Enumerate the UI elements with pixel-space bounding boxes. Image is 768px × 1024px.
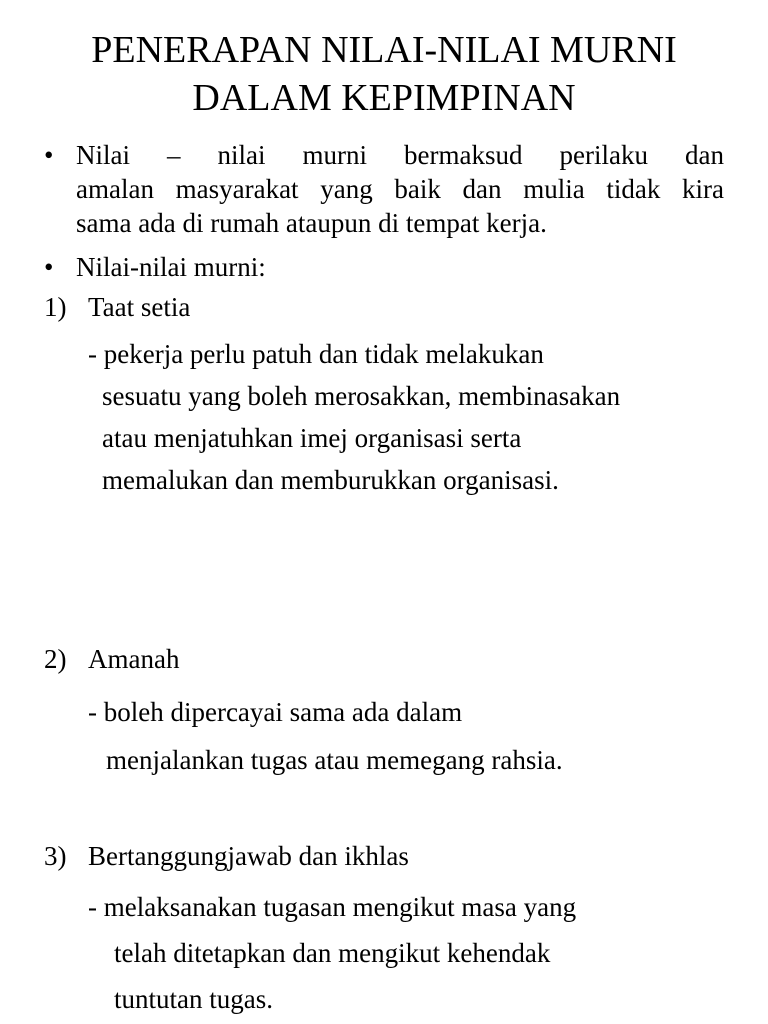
- description-line: memalukan dan memburukkan organisasi.: [102, 465, 559, 495]
- description-line: - melaksanakan tugasan mengikut masa yang: [88, 892, 577, 922]
- description-line: sesuatu yang boleh merosakkan, membinasakan: [102, 381, 621, 411]
- description-line: telah ditetapkan dan mengikut kehendak: [114, 938, 551, 968]
- bullet-dot-icon: •: [44, 140, 54, 170]
- value-number: 2): [44, 644, 67, 674]
- value-number: 1): [44, 292, 67, 322]
- description-line: atau menjatuhkan imej organisasi serta: [102, 423, 522, 453]
- slide-title-line-2: DALAM KEPIMPINAN: [192, 77, 576, 119]
- description-line: - pekerja perlu patuh dan tidak melakukan: [88, 339, 544, 369]
- bullet-definition: [44, 138, 724, 240]
- bullet-definition-text: [76, 138, 724, 240]
- value-description-amanah: [88, 688, 563, 784]
- value-description-bertanggungjawab: [88, 884, 576, 1022]
- value-number: 3): [44, 841, 67, 871]
- bullet-line: sama ada di rumah ataupun di tempat kerja.: [76, 208, 547, 238]
- value-heading-text: Bertanggungjawab dan ikhlas: [88, 841, 409, 871]
- value-description-taat-setia: [88, 333, 620, 501]
- bullet-line: amalan masyarakat yang baik dan mulia tidak kira: [76, 174, 724, 204]
- value-heading-taat-setia: [44, 290, 190, 324]
- value-heading-bertanggungjawab: [44, 839, 409, 873]
- description-line: menjalankan tugas atau memegang rahsia.: [106, 745, 563, 775]
- bullet-line: Nilai – nilai murni bermaksud perilaku dan: [76, 140, 724, 170]
- bullet-dot-icon: •: [44, 252, 54, 282]
- slide-title-line-1: PENERAPAN NILAI-NILAI MURNI: [91, 29, 677, 71]
- description-line: - boleh dipercayai sama ada dalam: [88, 697, 463, 727]
- value-heading-text: Amanah: [88, 644, 180, 674]
- slide-title: [0, 26, 768, 122]
- bullet-values-intro: [44, 250, 724, 284]
- bullet-line: Nilai-nilai murni:: [76, 252, 266, 282]
- bullet-values-intro-text: [76, 250, 724, 284]
- value-heading-text: Taat setia: [88, 292, 191, 322]
- value-heading-amanah: [44, 642, 179, 676]
- description-line: tuntutan tugas.: [114, 984, 273, 1014]
